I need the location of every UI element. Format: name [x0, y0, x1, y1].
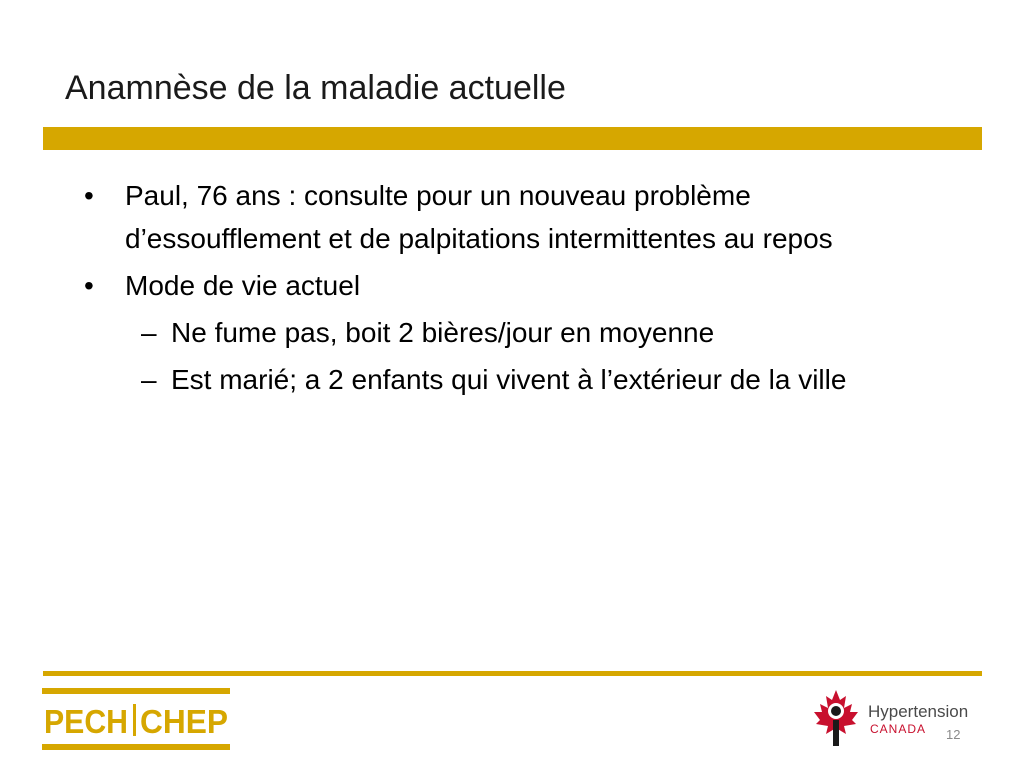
slide-title: Anamnèse de la maladie actuelle [65, 69, 566, 107]
dash-marker: – [141, 317, 157, 348]
sub-bullet-text: Ne fume pas, boit 2 bières/jour en moyenne [171, 317, 715, 348]
footer-divider [43, 671, 982, 676]
dash-marker: – [141, 364, 157, 395]
svg-text:CHEP: CHEP [140, 703, 228, 740]
sub-bullet-item [141, 358, 940, 401]
bullet-item: • Mode de vie actuel [125, 264, 940, 307]
page-number: 12 [946, 727, 961, 742]
sub-bullet-item [141, 311, 940, 354]
pech-chep-logo [42, 688, 230, 750]
canada-wordmark: CANADA [870, 722, 927, 736]
svg-text:PECH: PECH [44, 703, 128, 740]
hypertension-wordmark: Hypertension [868, 702, 969, 721]
bullet-item: • Paul, 76 ans : consulte pour un nouveau problème d’essoufflement et de palpitations intermittentes au repos [125, 174, 940, 260]
title-accent-bar [43, 127, 982, 150]
bullet-list [125, 174, 940, 401]
sub-bullet-text: Est marié; a 2 enfants qui vivent à l’extérieur de la ville [171, 364, 847, 395]
